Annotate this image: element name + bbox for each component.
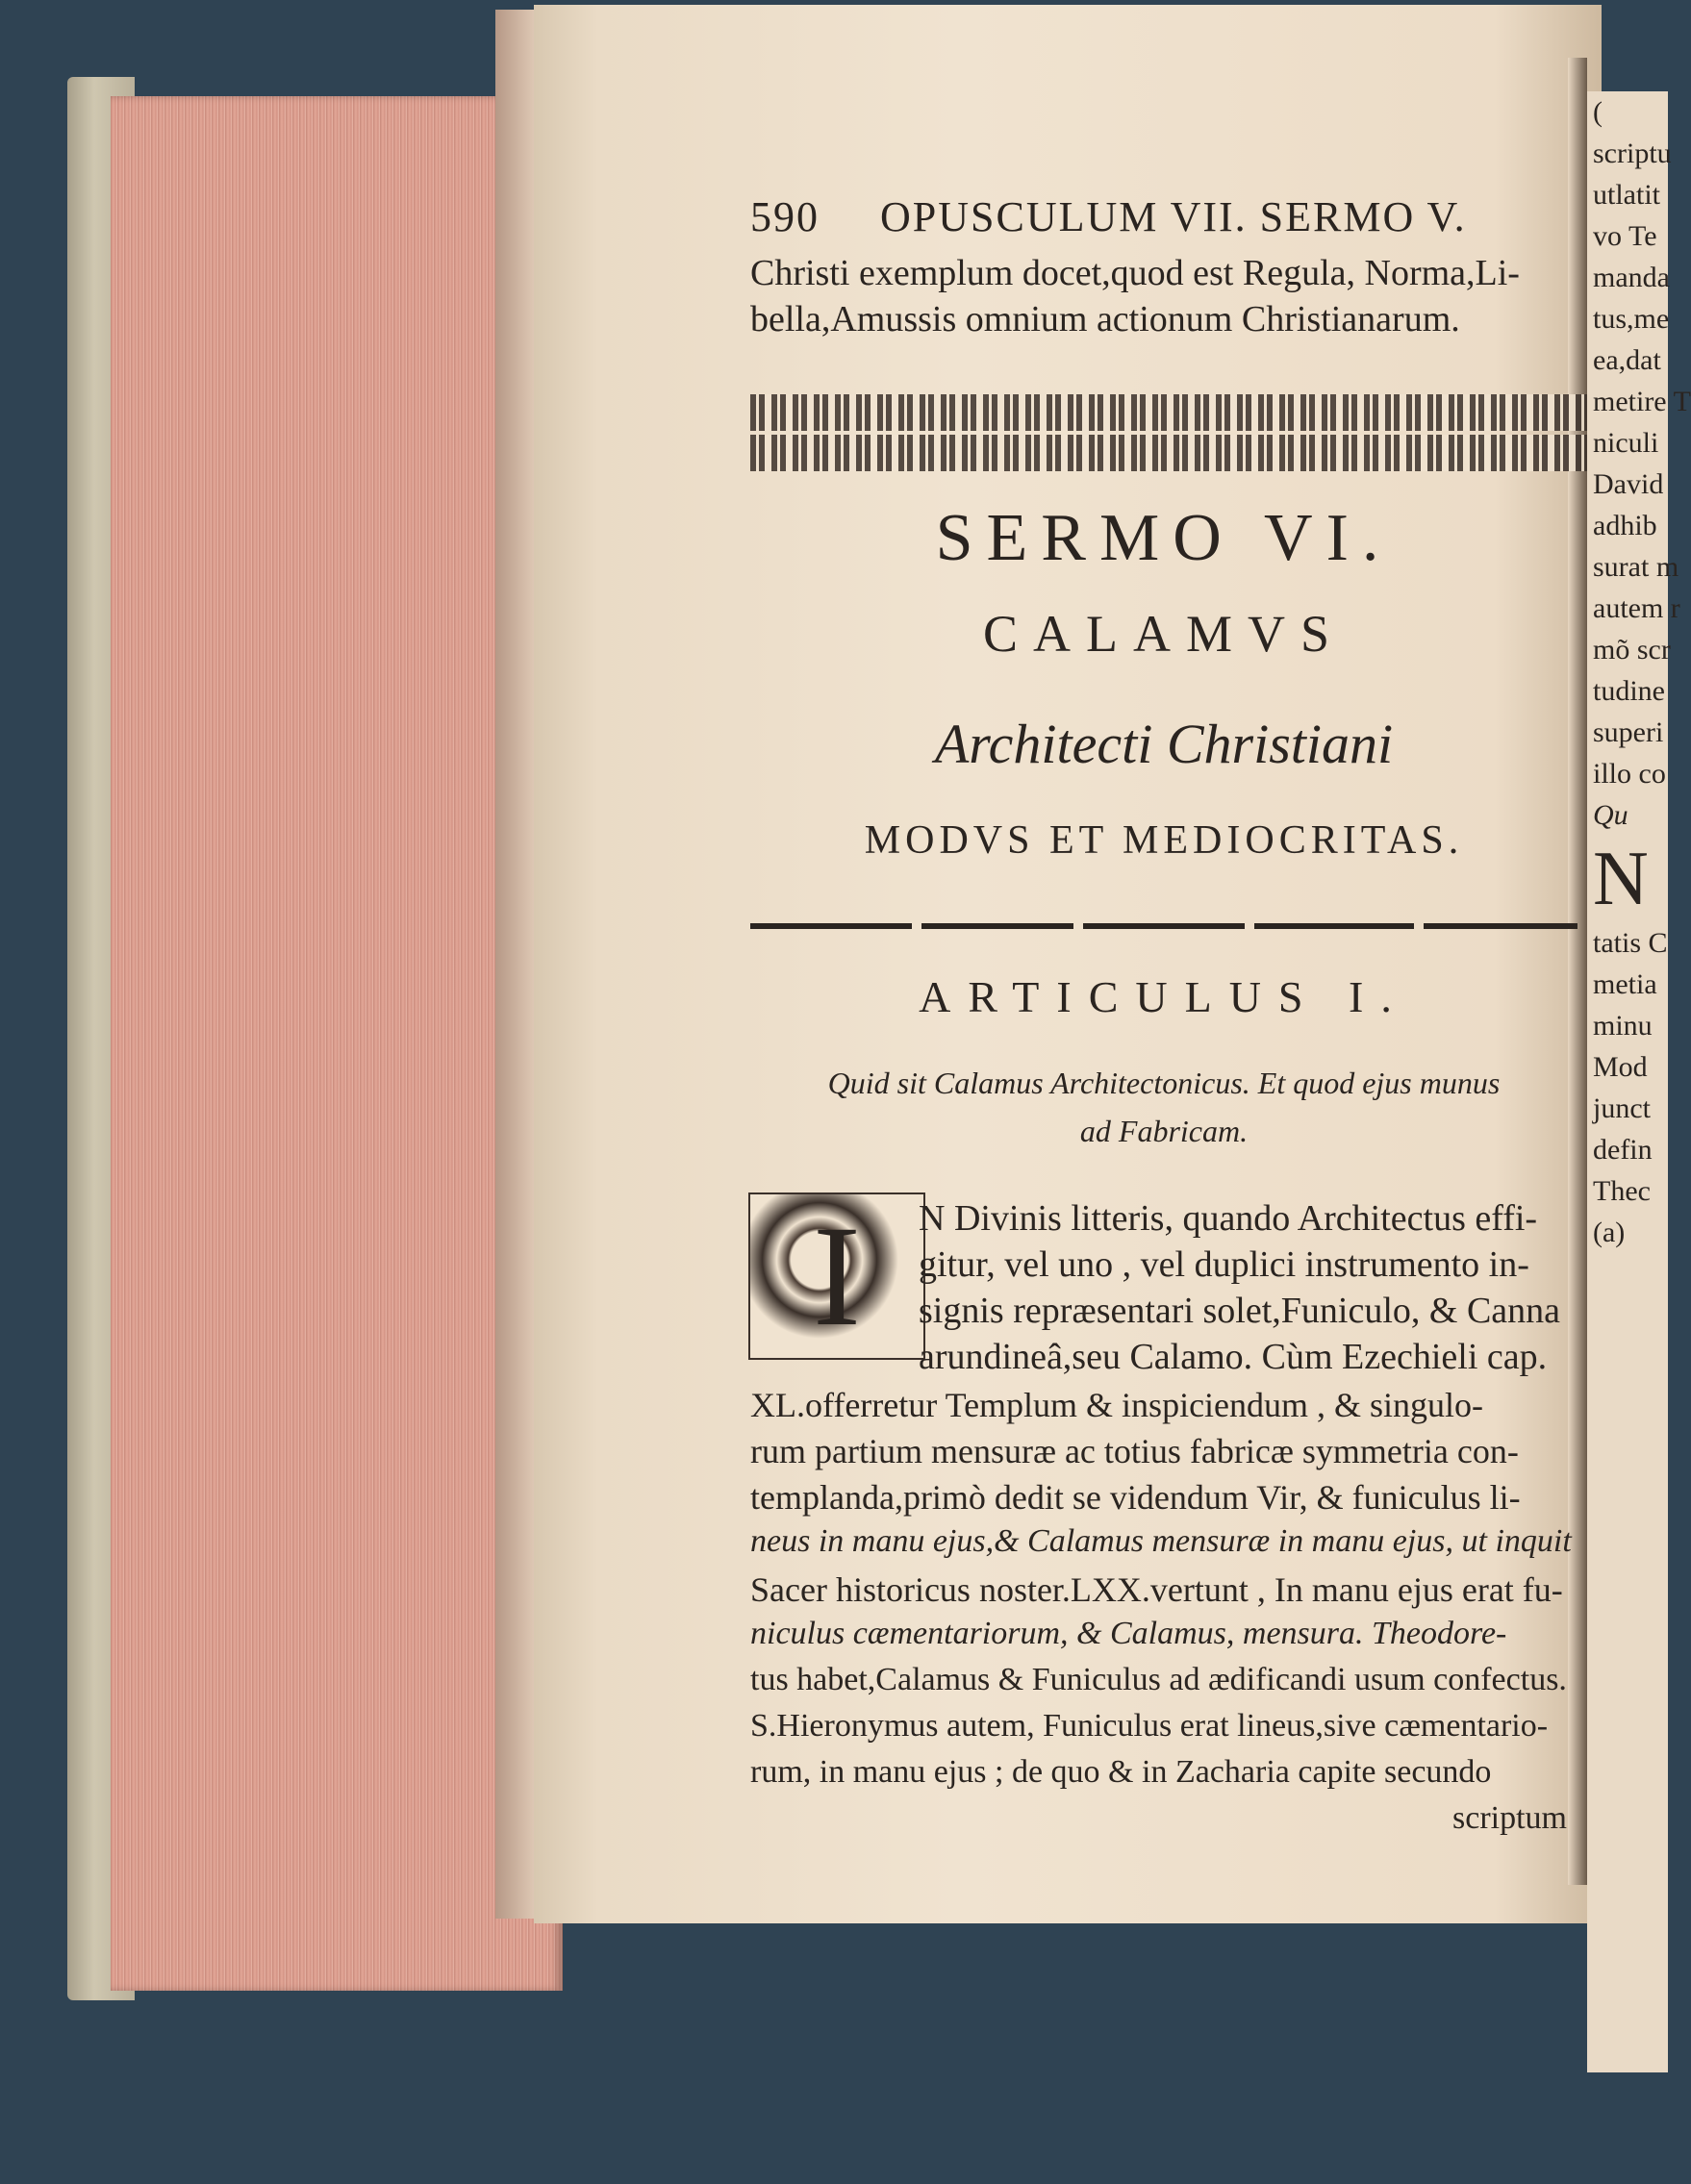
right-line: (a)	[1593, 1217, 1626, 1248]
body-line: Sacer historicus noster.LXX.vertunt , In manu ejus erat fu-	[750, 1570, 1563, 1609]
right-line: Qu	[1593, 799, 1628, 831]
right-line: tatis C	[1593, 927, 1668, 959]
body-line: N Divinis litteris, quando Architectus effi-	[919, 1198, 1538, 1239]
rule-segment	[1254, 923, 1414, 929]
ornament-band-top	[750, 394, 1587, 431]
right-line: (	[1593, 96, 1603, 128]
right-line: tus,me	[1593, 303, 1670, 335]
right-line: surat m	[1593, 551, 1679, 583]
right-line: tudine	[1593, 675, 1665, 707]
rule-segment	[1083, 923, 1245, 929]
body-line: tus habet,Calamus & Funiculus ad ædificandi usum confectus.	[750, 1662, 1567, 1697]
right-line: utlatit	[1593, 179, 1660, 211]
rule-segment	[921, 923, 1073, 929]
body-line: XL.offerretur Templum & inspiciendum , & singulo-	[750, 1386, 1484, 1424]
page-number: 590	[750, 193, 820, 240]
right-line: scriptu	[1593, 138, 1672, 169]
ornament-band-bottom	[750, 435, 1587, 471]
body-line: rum partium mensuræ ac totius fabricæ symmetria con-	[750, 1432, 1519, 1470]
sermo-subtitle-italic: Architecti Christiani	[934, 713, 1394, 775]
running-head: OPUSCULUM VII. SERMO V.	[880, 193, 1467, 240]
right-line: manda	[1593, 262, 1670, 293]
right-line: autem r	[1593, 592, 1680, 624]
right-line: defin	[1593, 1134, 1653, 1166]
right-line: Mod	[1593, 1051, 1648, 1083]
right-line: mõ scr	[1593, 634, 1671, 665]
page-shadow	[495, 10, 539, 1919]
article-heading-line: Quid sit Calamus Architectonicus. Et quod ejus munus	[827, 1066, 1501, 1100]
body-line: niculus cæmentariorum, & Calamus, mensura. Theodore-	[750, 1616, 1507, 1651]
right-line: minu	[1593, 1010, 1653, 1042]
right-line: illo co	[1593, 758, 1666, 790]
body-line: gitur, vel uno , vel duplici instrumento in-	[919, 1244, 1529, 1285]
right-line: superi	[1593, 716, 1664, 748]
body-line: arundineâ,seu Calamo. Cùm Ezechieli cap.	[919, 1337, 1548, 1377]
articulus-heading: ARTICULUS I.	[919, 972, 1409, 1021]
carryover-line: Christi exemplum docet,quod est Regula, Norma,Li-	[750, 253, 1520, 293]
right-line: metia	[1593, 968, 1657, 1000]
carryover-line: bella,Amussis omnium actionum Christianarum.	[750, 299, 1460, 339]
initial-letter: I	[813, 1196, 861, 1356]
right-line: Thec	[1593, 1175, 1651, 1207]
right-page-fragment	[1587, 91, 1691, 2072]
body-line: neus in manu ejus,& Calamus mensuræ in manu ejus, ut inquit	[750, 1523, 1572, 1559]
right-line: metire T	[1593, 386, 1691, 417]
decorated-initial	[748, 1192, 925, 1360]
right-line: ea,dat	[1593, 344, 1661, 376]
rule-segment	[1424, 923, 1577, 929]
body-line: S.Hieronymus autem, Funiculus erat lineus,sive cæmentario-	[750, 1708, 1549, 1744]
right-line: adhib	[1593, 510, 1657, 541]
right-line: junct	[1593, 1092, 1651, 1124]
right-line: niculi	[1593, 427, 1659, 459]
right-line: David	[1593, 468, 1664, 500]
body-line: templanda,primò dedit se videndum Vir, & funiculus li-	[750, 1478, 1521, 1517]
sermo-subtitle-caps: MODVS ET MEDIOCRITAS.	[864, 818, 1464, 863]
right-line: vo Te	[1593, 220, 1657, 252]
catchword: scriptum	[1452, 1800, 1567, 1836]
sermo-subtitle: CALAMVS	[982, 605, 1346, 663]
sermo-title: SERMO VI.	[935, 501, 1393, 575]
article-heading-line: ad Fabricam.	[1079, 1114, 1249, 1148]
rule-segment	[750, 923, 912, 929]
body-line: signis repræsentari solet,Funiculo, & Canna	[919, 1291, 1561, 1331]
right-line: N	[1593, 837, 1649, 921]
body-line: rum, in manu ejus ; de quo & in Zacharia capite secundo	[750, 1754, 1492, 1790]
